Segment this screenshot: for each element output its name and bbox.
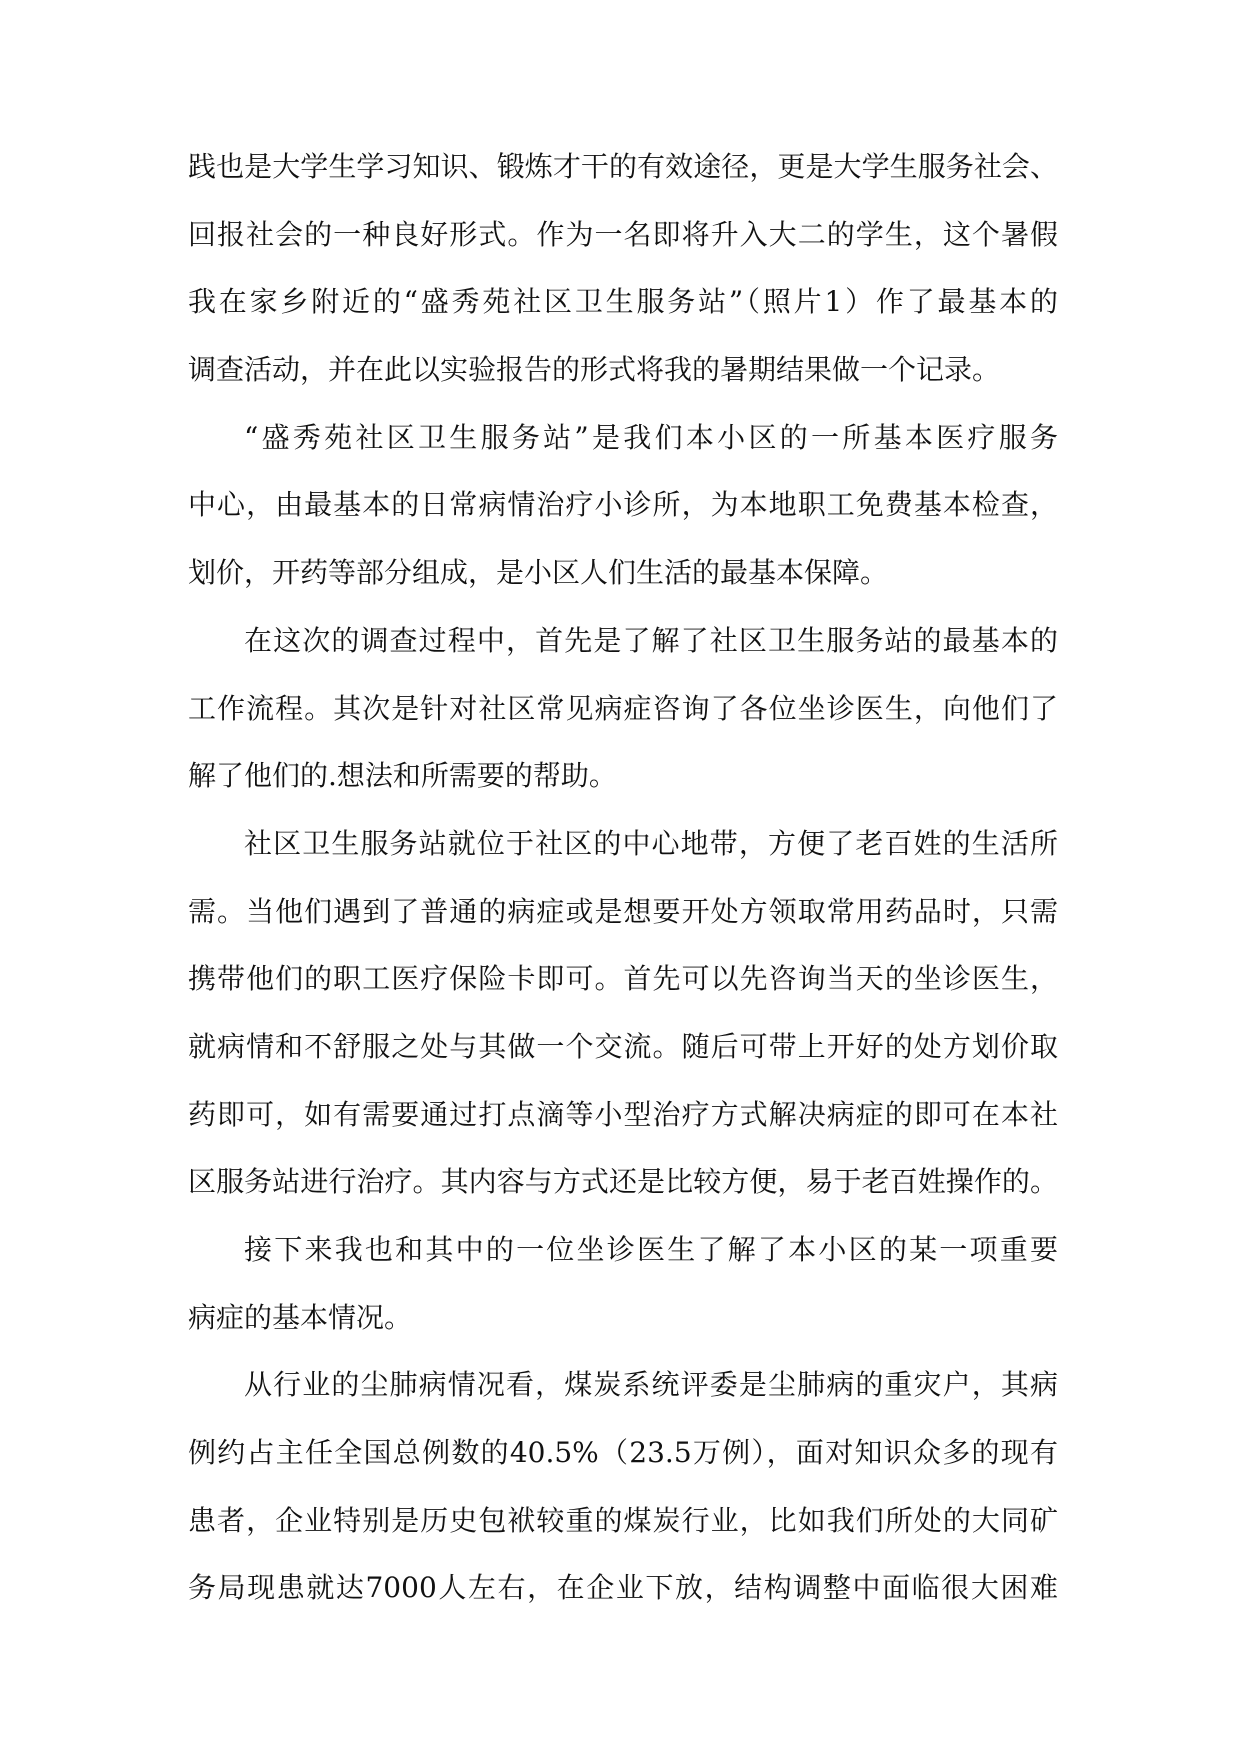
text-line: 回报社会的一种良好形式。作为一名即将升入大二的学生，这个暑假 <box>188 217 1058 251</box>
text-line: 携带他们的职工医疗保险卡即可。首先可以先咨询当天的坐诊医生， <box>188 962 1058 996</box>
text-line: 中心，由最基本的日常病情治疗小诊所，为本地职工免费基本检查， <box>188 488 1058 522</box>
text-line: 需。当他们遇到了普通的病症或是想要开处方领取常用药品时，只需 <box>188 894 1058 928</box>
text-line: 调查活动，并在此以实验报告的形式将我的暑期结果做一个记录。 <box>188 353 1001 387</box>
text-line: 接下来我也和其中的一位坐诊医生了解了本小区的某一项重要 <box>244 1233 1058 1266</box>
text-line: 在这次的调查过程中，首先是了解了社区卫生服务站的最基本的 <box>244 623 1058 657</box>
text-line: 解了他们的.想法和所需要的帮助。 <box>188 759 617 793</box>
text-line: 区服务站进行治疗。其内容与方式还是比较方便，易于老百姓操作的。 <box>188 1165 1058 1199</box>
text-line: 务局现患就达7000人左右，在企业下放，结构调整中面临很大困难 <box>188 1571 1058 1605</box>
text-line: 划价，开药等部分组成，是小区人们生活的最基本保障。 <box>188 556 889 590</box>
text-line: 我在家乡附近的“盛秀苑社区卫生服务站”（照片1）作了最基本的 <box>188 285 1058 319</box>
text-line: 践也是大学生学习知识、锻炼才干的有效途径，更是大学生服务社会、 <box>188 150 1058 183</box>
text-line: 病症的基本情况。 <box>188 1300 413 1334</box>
document-body <box>188 133 1058 1622</box>
text-line: 社区卫生服务站就位于社区的中心地带，方便了老百姓的生活所 <box>244 826 1058 860</box>
text-line: 工作流程。其次是针对社区常见病症咨询了各位坐诊医生，向他们了 <box>188 691 1058 725</box>
text-line: 患者，企业特别是历史包袱较重的煤炭行业，比如我们所处的大同矿 <box>188 1503 1058 1537</box>
text-line: “盛秀苑社区卫生服务站”是我们本小区的一所基本医疗服务 <box>244 420 1058 454</box>
text-line: 从行业的尘肺病情况看，煤炭系统评委是尘肺病的重灾户，其病 <box>244 1368 1058 1402</box>
text-line: 就病情和不舒服之处与其做一个交流。随后可带上开好的处方划价取 <box>188 1029 1058 1063</box>
text-line: 例约占主任全国总例数的40.5%（23.5万例），面对知识众多的现有 <box>188 1436 1058 1470</box>
text-line: 药即可，如有需要通过打点滴等小型治疗方式解决病症的即可在本社 <box>188 1097 1058 1131</box>
